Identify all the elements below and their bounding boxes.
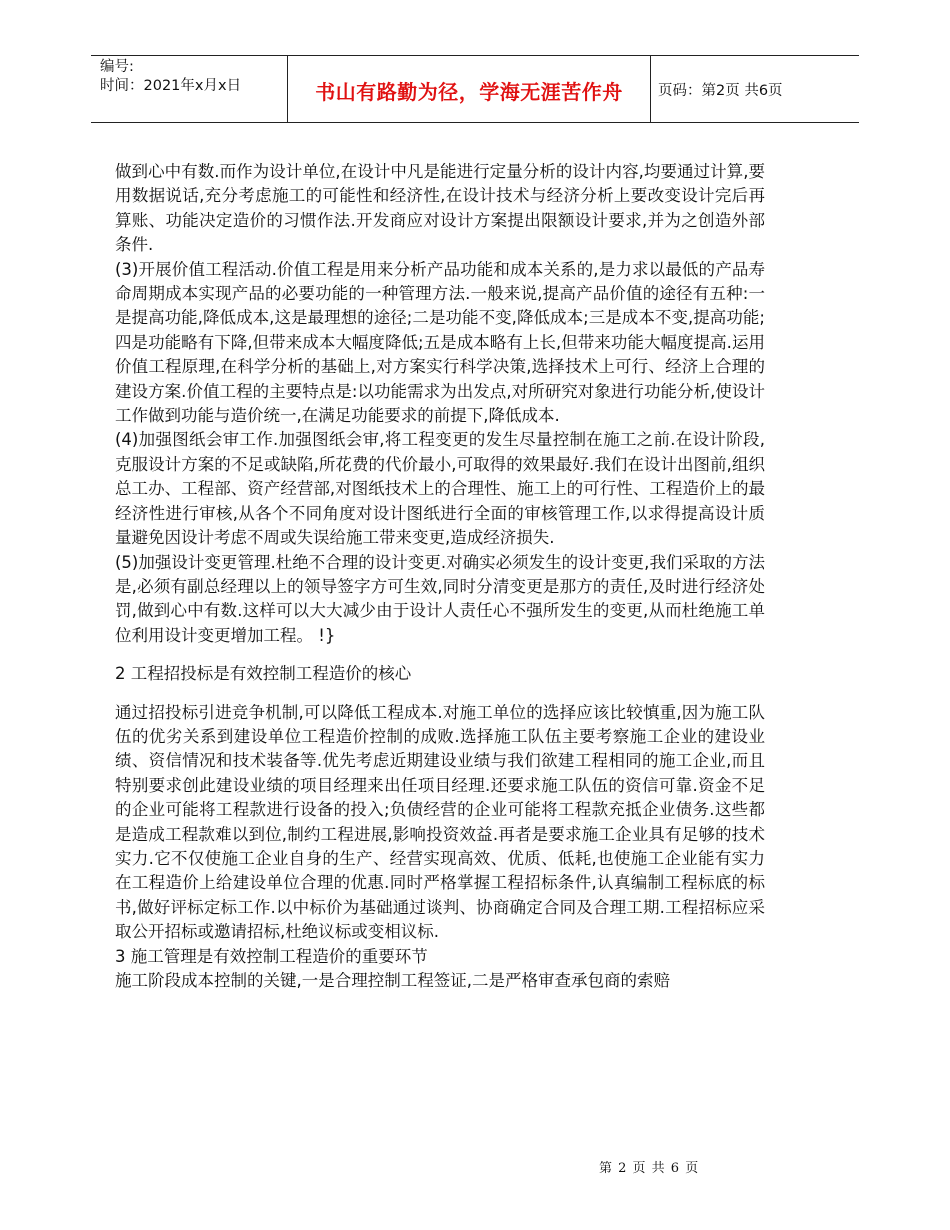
paragraph-construction: 施工阶段成本控制的关键,一是合理控制工程签证,二是严格审查承包商的索赔 [115,971,670,990]
section-heading-bidding: 2 工程招投标是有效控制工程造价的核心 [115,664,412,684]
page-footer: 第 2 页 共 6 页 [599,1161,700,1176]
paragraph-design-change: (5)加强设计变更管理.杜绝不合理的设计变更.对确实必须发生的设计变更,我们采取的方法是,必须有副总经理以上的领导签字方可生效,同时分清变更是那方的责任,及时进行经济处罚,做到心中有数.这样可以大大减少由于设计人责任心不强所发生的变更,从而杜绝施工单位利用设计变更增加工程。 !} [115,552,765,645]
document-body [115,160,765,993]
header-meta [100,58,288,96]
section-heading-construction: 3 施工管理是有效控制工程造价的重要环节 [115,946,428,966]
paragraph-design-calculation: 做到心中有数.而作为设计单位,在设计中凡是能进行定量分析的设计内容,均要通过计算,要用数据说话,充分考虑施工的可能性和经济性,在设计技术与经济分析上要改变设计完后再算账、功能决定造价的习惯作法.开发商应对设计方案提出限额设计要求,并为之创造外部条件. [115,162,765,255]
paragraph-bidding: 通过招投标引进竞争机制,可以降低工程成本.对施工单位的选择应该比较慎重,因为施工队伍的优劣关系到建设单位工程造价控制的成败.选择施工队伍主要考察施工企业的建设业绩、资信情况和技术装备等.优先考虑近期建设业绩与我们欲建工程相同的施工企业,而且特别要求创此建设业绩的项目经理来出任项目经理.还要求施工队伍的资信可靠.资金不足的企业可能将工程款进行设备的投入;负债经营的企业可能将工程款充抵企业债务.这些都是造成工程款难以到位,制约工程进展,影响投资效益.再者是要求施工企业具有足够的技术实力.它不仅使施工企业自身的生产、经营实现高效、优质、低耗,也使施工企业能有实力在工程造价上给建设单位合理的优惠.同时严格掌握工程招标条件,认真编制工程标底的标书,做好评标定标工作.以中标价为基础通过谈判、协商确定合同及合理工期.工程招标应采取公开招标或邀请招标,杜绝议标或变相议标. [115,702,765,942]
time-label: 时间：2021年x月x日 [100,78,242,94]
paragraph-value-engineering: (3)开展价值工程活动.价值工程是用来分析产品功能和成本关系的,是力求以最低的产品寿命周期成本实现产品的必要功能的一种管理方法.一般来说,提高产品价值的途径有五种:一是提高功能,降低成本,这是最理想的途径;二是功能不变,降低成本;三是成本不变,提高功能;四是功能略有下降,但带来成本大幅度降低;五是成本略有上长,但带来功能大幅度提高.运用价值工程原理,在科学分析的基础上,对方案实行科学决策,选择技术上可行、经济上合理的建设方案.价值工程的主要特点是:以功能需求为出发点,对所研究对象进行功能分析,使设计工作做到功能与造价统一,在满足功能要求的前提下,降低成本. [115,259,765,426]
number-label: 编号: [100,59,134,75]
header-divider [650,56,651,122]
header-motto: 书山有路勤为径，学海无涯苦作舟 [315,80,623,104]
header-page-number: 页码：第2页 共6页 [658,83,783,99]
paragraph-drawing-review: (4)加强图纸会审工作.加强图纸会审,将工程变更的发生尽量控制在施工之前.在设计阶段,克服设计方案的不足或缺陷,所花费的代价最小,可取得的效果最好.我们在设计出图前,组织总工办、工程部、资产经营部,对图纸技术上的合理性、施工上的可行性、工程造价上的最经济性进行审核,从各个不同角度对设计图纸进行全面的审核管理工作,以求得提高设计质量避免因设计考虑不周或失误给施工带来变更,造成经济损失. [115,430,765,548]
page-header [91,55,859,123]
